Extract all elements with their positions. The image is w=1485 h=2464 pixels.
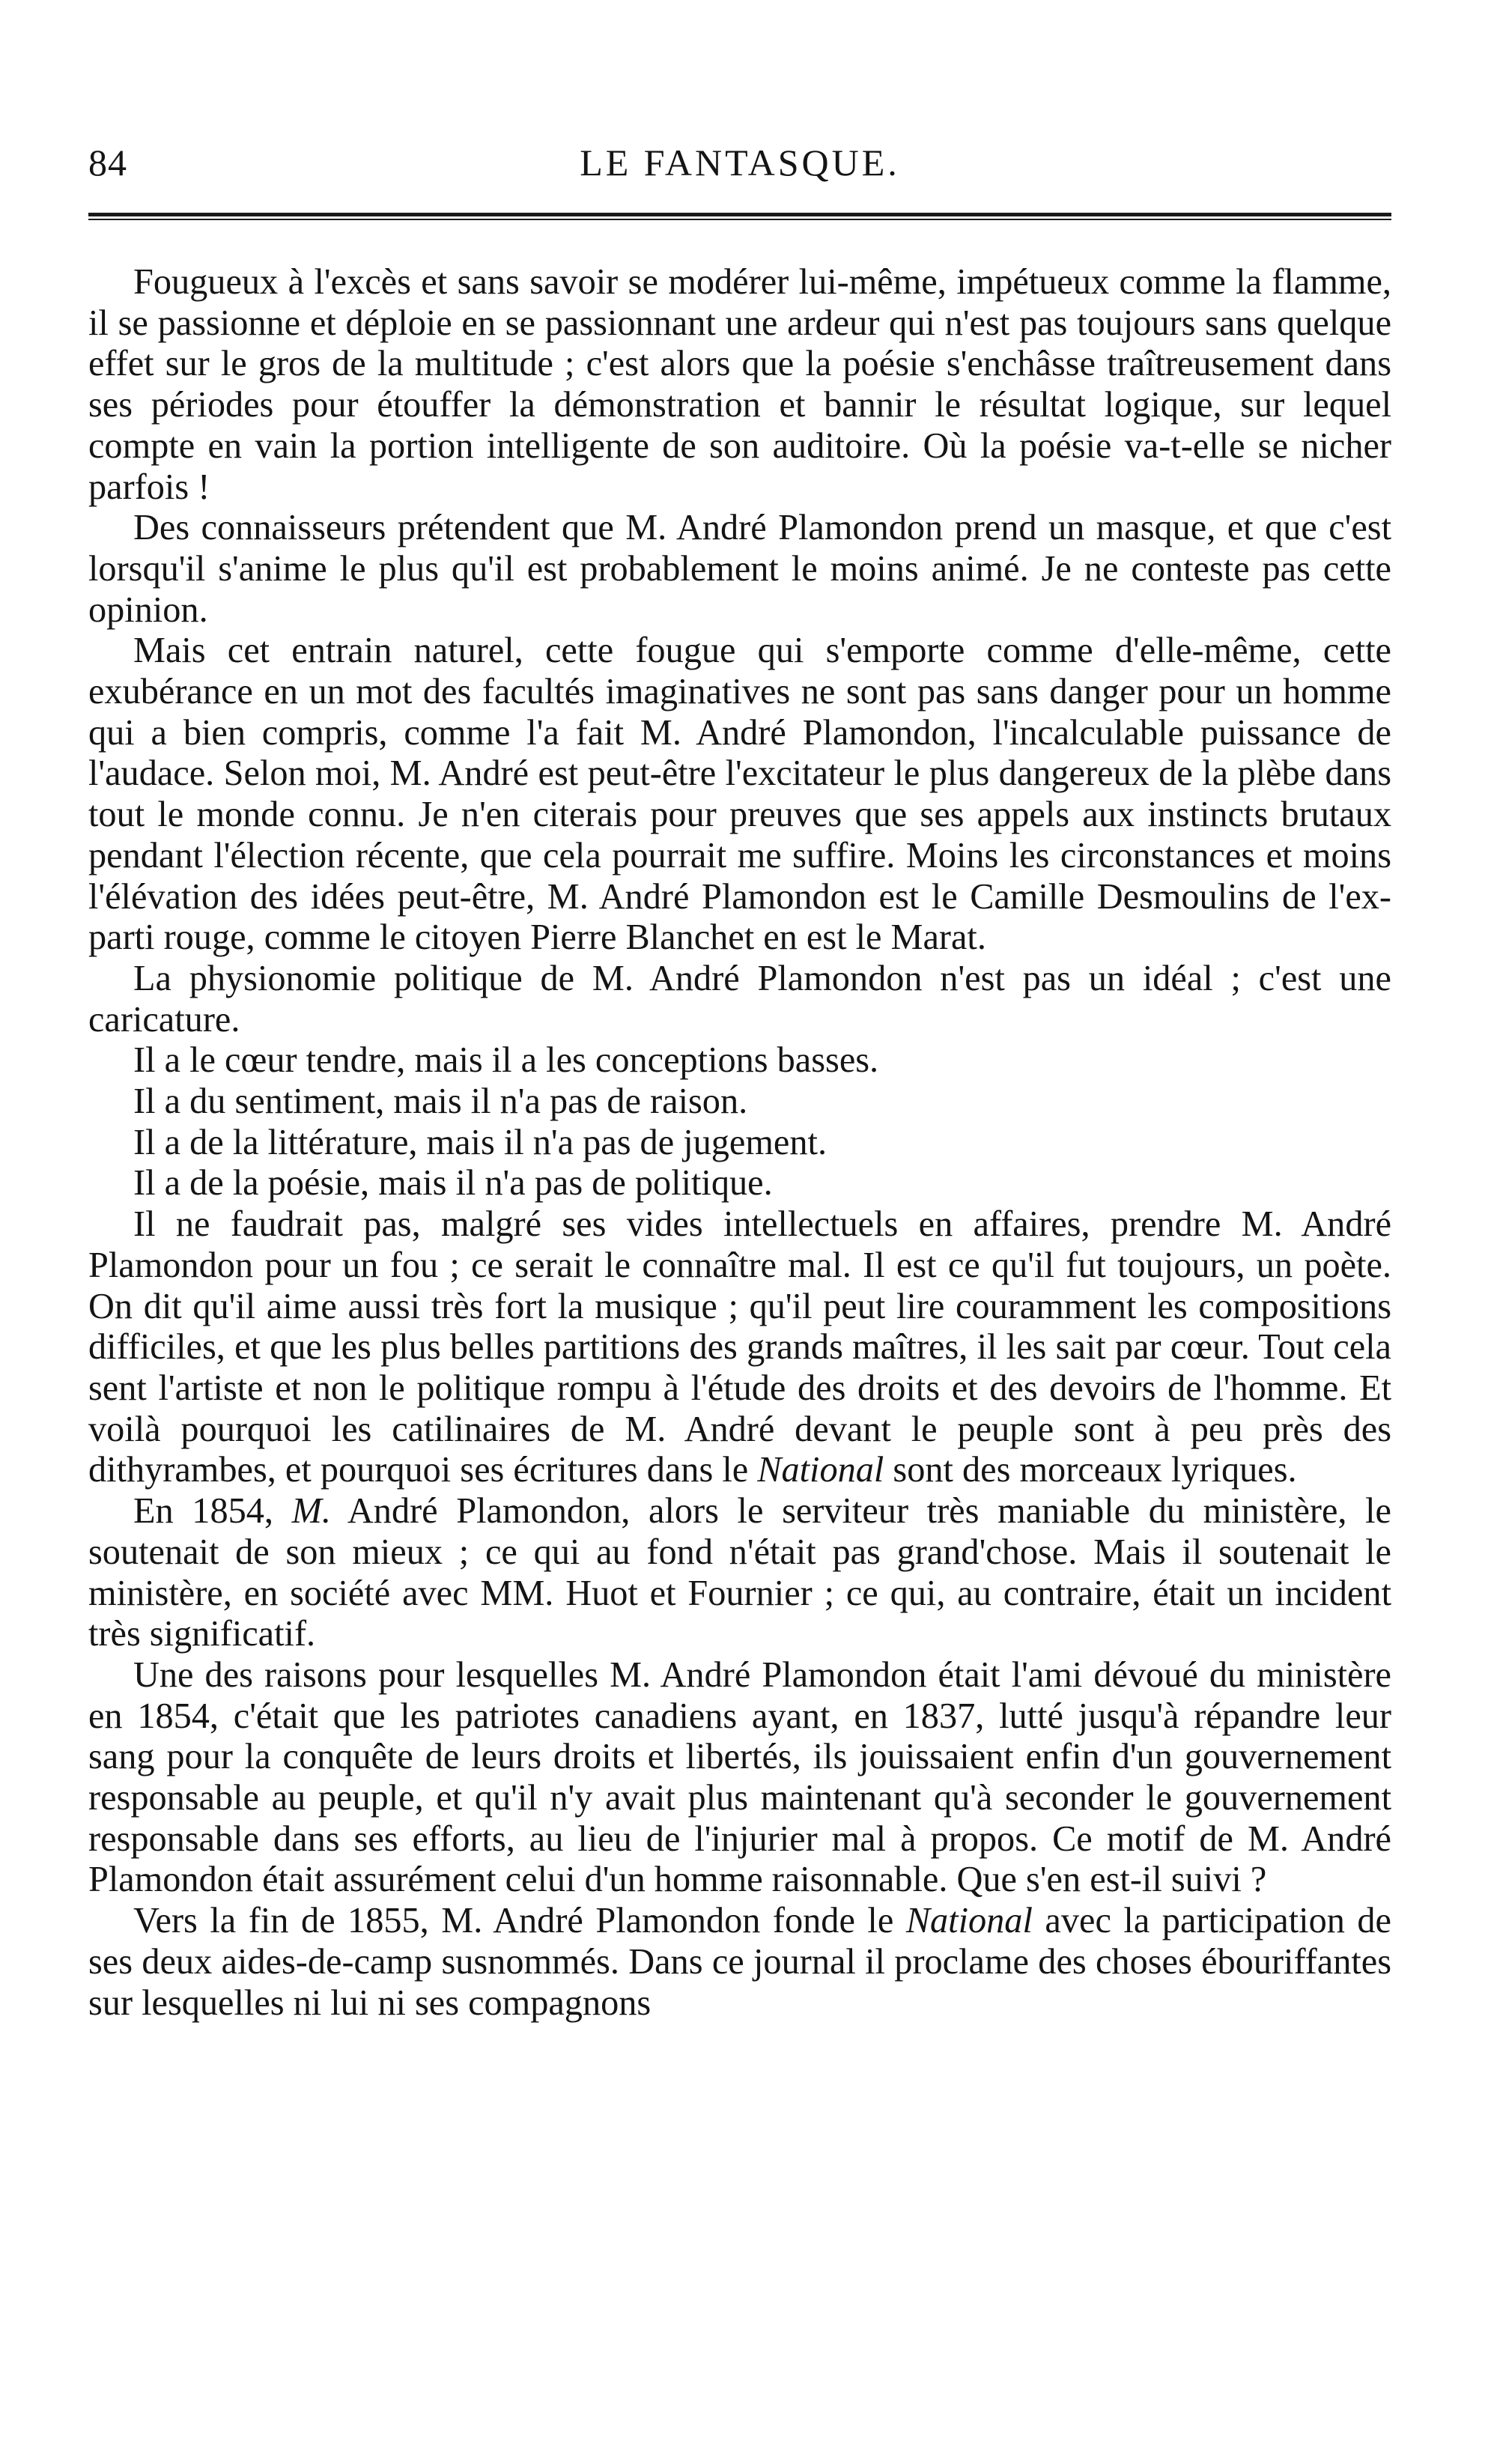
running-title: LE FANTASQUE. bbox=[580, 142, 900, 183]
paragraph: Il a de la poésie, mais il n'a pas de politique. bbox=[133, 1163, 773, 1204]
paragraph: Fougueux à l'excès et sans savoir se modérer lui-même, impétueux comme la flamme, il se passionne et déploie en se passionnant une ardeur qui n'est pas toujours sans quelque effet sur le gros de la multitude ; c'est alors que la poésie s'enchâsse traîtreusement dans ses périodes pour étouffer la démonstration et bannir le résultat logique, sur lequel compte en vain la portion intelligente de son auditoire. Où la poésie va-t-elle se nicher parfois ! bbox=[88, 262, 1391, 507]
paragraph: Il ne faudrait pas, malgré ses vides intellectuels en affaires, prendre M. André Plamondon pour un fou ; ce serait le connaître mal. Il est ce qu'il fut toujours, un poète. On dit qu'il aime aussi très fort la musique ; qu'il peut lire couramment les compositions difficiles, et que les plus belles partitions des grands maîtres, il les sait par cœur. Tout cela sent l'artiste et non le politique rompu à l'étude des droits et des devoirs de l'homme. Et voilà pourquoi les catilinaires de M. André devant le peuple sont à peu près des dithyrambes, et pourquoi ses écritures dans le National sont des morceaux lyriques. bbox=[88, 1204, 1391, 1490]
page-header bbox=[88, 141, 1391, 186]
body-text bbox=[88, 262, 1391, 2024]
italic-title: National bbox=[757, 1450, 884, 1490]
paragraph: Une des raisons pour lesquelles M. André Plamondon était l'ami dévoué du ministère en 1854, c'était que les patriotes canadiens ayant, en 1837, lutté jusqu'à répandre leur sang pour la conquête de leurs droits et libertés, ils jouissaient enfin d'un gouvernement responsable au peuple, et qu'il n'y avait plus maintenant qu'à seconder le gouvernement responsable dans ses efforts, au lieu de l'injurier mal à propos. Ce motif de M. André Plamondon était assurément celui d'un homme raisonnable. Que s'en est-il suivi ? bbox=[88, 1654, 1391, 1900]
paragraph: La physionomie politique de M. André Plamondon n'est pas un idéal ; c'est une caricature. bbox=[88, 958, 1391, 1040]
italic-abbrev: M. bbox=[291, 1491, 331, 1532]
paragraph: Mais cet entrain naturel, cette fougue qui s'emporte comme d'elle-même, cette exubérance en un mot des facultés imaginatives ne sont pas sans danger pour un homme qui a bien compris, comme l'a fait M. André Plamondon, l'incalculable puissance de l'audace. Selon moi, M. André est peut-être l'excitateur le plus dangereux de la plèbe dans tout le monde connu. Je n'en citerais pour preuves que ses appels aux instincts brutaux pendant l'élection récente, que cela pourrait me suffire. Moins les circonstances et moins l'élévation des idées peut-être, M. André Plamondon est le Camille Desmoulins de l'ex-parti rouge, comme le citoyen Pierre Blanchet en est le Marat. bbox=[88, 631, 1391, 958]
paragraph: Il a le cœur tendre, mais il a les conceptions basses. bbox=[133, 1040, 879, 1081]
paragraph: En 1854, M. André Plamondon, alors le serviteur très maniable du ministère, le soutenait de son mieux ; ce qui au fond n'était pas grand'chose. Mais il soutenait le ministère, en société avec MM. Huot et Fournier ; ce qui, au contraire, était un incident très significatif. bbox=[88, 1491, 1391, 1654]
paragraph: Il a de la littérature, mais il n'a pas de jugement. bbox=[133, 1122, 827, 1162]
paragraph: Des connaisseurs prétendent que M. André Plamondon prend un masque, et que c'est lorsqu'il s'anime le plus qu'il est probablement le moins animé. Je ne conteste pas cette opinion. bbox=[88, 508, 1391, 630]
header-rule bbox=[88, 213, 1391, 220]
page-number: 84 bbox=[88, 142, 127, 183]
paragraph: Vers la fin de 1855, M. André Plamondon fonde le National avec la participation de ses deux aides-de-camp susnommés. Dans ce journal il proclame des choses ébouriffantes sur lesquelles ni lui ni ses compagnons bbox=[88, 1901, 1391, 2023]
paragraph: Il a du sentiment, mais il n'a pas de raison. bbox=[133, 1081, 748, 1122]
italic-title: National bbox=[905, 1901, 1033, 1941]
